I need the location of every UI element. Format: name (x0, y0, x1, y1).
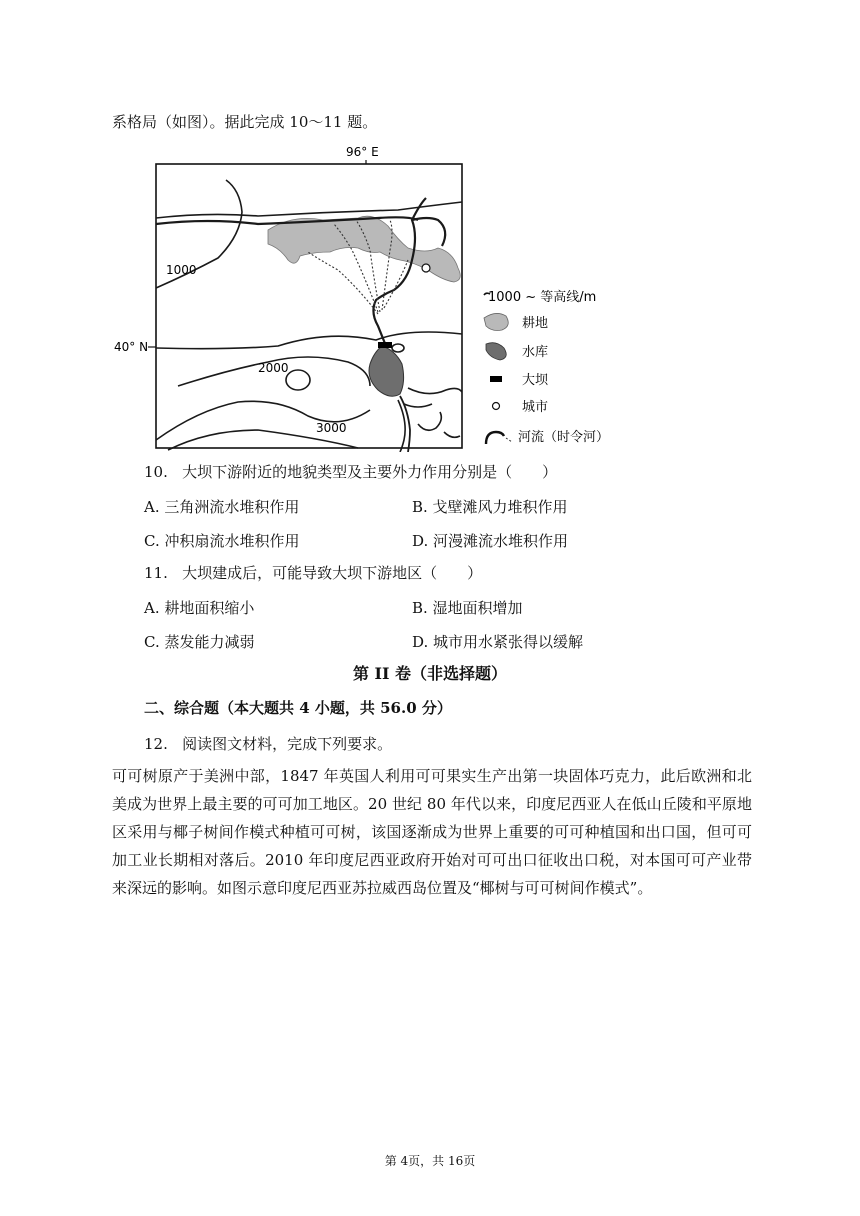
contour-label-2000: 2000 (258, 361, 289, 375)
q11-option-d[interactable]: D. 城市用水紧张得以缓解 (412, 633, 584, 651)
q11-option-b[interactable]: B. 湿地面积增加 (412, 599, 523, 617)
q10-option-b[interactable]: B. 戈壁滩风力堆积作用 (412, 498, 568, 516)
q10-option-a[interactable]: A. 三角洲流水堆积作用 (144, 498, 300, 516)
legend-farmland: 耕地 (522, 316, 549, 331)
q10-option-c[interactable]: C. 冲积扇流水堆积作用 (144, 532, 300, 550)
contour-label-3000: 3000 (316, 421, 347, 435)
intro-text: 系格局（如图）。据此完成 10～11 题。 (112, 113, 378, 131)
legend-river: 河流（时令河） (518, 430, 610, 445)
q11-text: 大坝建成后，可能导致大坝下游地区（ ） (182, 564, 483, 582)
q10-number: 10. (144, 463, 168, 481)
q12-material-text: 可可树原产于美洲中部，1847 年英国人利用可可果实生产出第一块固体巧克力，此后欧洲和北美成为世界上最主要的可可加工地区。20 世纪 80 年代以来，印度尼西亚人在低山丘陵和平原地区采用与椰子树间作模式种植可可树，该国逐渐成为世界上重要的可可种植国和出口国，但可可加工业长期相对落后。2010 年印度尼西亚政府开始对可可出口征收出口税，对本国可可产业带来深远的影响。如图示意印度尼西亚苏拉威西岛位置及“椰树与可可树间作模式”。 (112, 767, 752, 897)
legend-city: 城市 (522, 400, 549, 415)
part-two-heading: 二、综合题（本大题共 4 小题，共 56.0 分） (144, 699, 452, 717)
q12-material (112, 762, 752, 902)
q11-number: 11. (144, 564, 168, 582)
map-frame (156, 164, 462, 448)
city-marker (422, 264, 430, 272)
legend-reservoir: 水库 (522, 345, 549, 360)
legend-contour: 1000 ~ 等高线/m (488, 290, 597, 305)
q12-stem (144, 734, 392, 754)
q11-stem (144, 563, 482, 583)
dam-marker (378, 342, 392, 348)
latitude-label: 40° N (114, 340, 149, 354)
section-title: 第 II 卷（非选择题） (352, 664, 508, 683)
legend-dam: 大坝 (522, 373, 549, 388)
map-legend (484, 289, 609, 445)
q10-stem (144, 462, 557, 482)
q12-text: 阅读图文材料，完成下列要求。 (182, 735, 393, 753)
map-figure (108, 140, 628, 452)
q12-number: 12. (144, 735, 168, 753)
q11-option-c[interactable]: C. 蒸发能力减弱 (144, 633, 255, 651)
longitude-label: 96° E (346, 145, 379, 159)
q10-option-d[interactable]: D. 河漫滩流水堆积作用 (412, 532, 569, 550)
q11-option-a[interactable]: A. 耕地面积缩小 (144, 599, 255, 617)
q10-text: 大坝下游附近的地貌类型及主要外力作用分别是（ ） (182, 463, 558, 481)
page-footer: 第 4页，共 16页 (384, 1154, 476, 1168)
contour-label-1000: 1000 (166, 263, 197, 277)
